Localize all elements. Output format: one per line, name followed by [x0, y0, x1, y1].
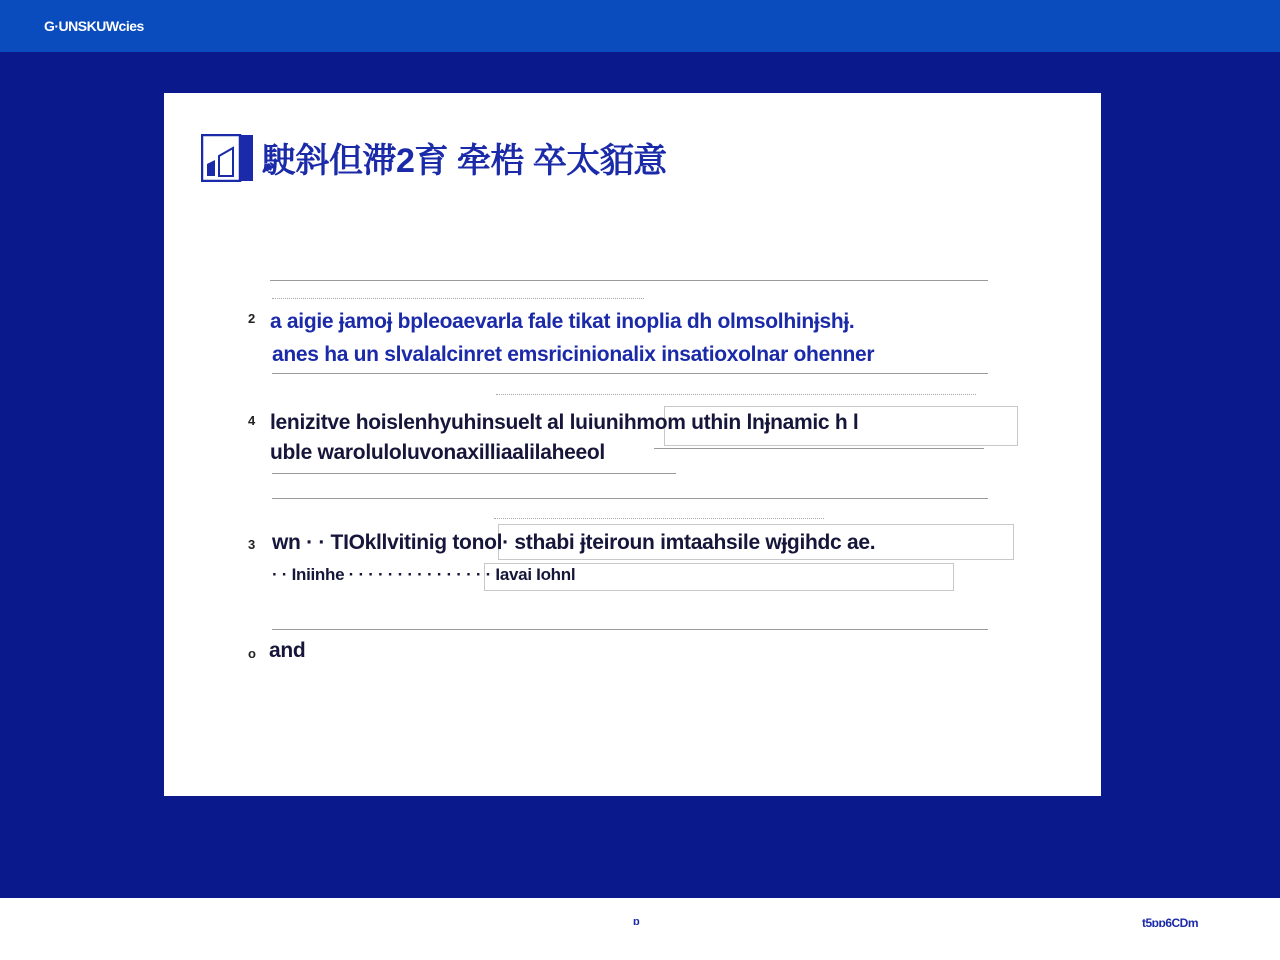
divider-dotted	[494, 518, 824, 519]
divider-line	[270, 280, 988, 281]
list-item-number: 2	[248, 311, 256, 326]
list-item-line: wn · · TIOkllvitinig tonol· sthabi ɉteiroun imtaahsile wɉgihdc ae.	[272, 531, 876, 554]
list-item-line: a aigie ɉamoɉ bpleoaevarla fale tikat inoplia dh olmsolhinɉshɉ.	[270, 310, 855, 333]
page-number: ɒ	[633, 916, 640, 928]
list-item-line: · · Iniinhe · · · · · · · · · · · · · · · Iavai Iohnl	[272, 565, 576, 584]
list-item-line: and	[269, 639, 306, 662]
divider-dotted	[272, 298, 644, 299]
document-logo-icon	[201, 134, 253, 182]
divider-line	[272, 629, 988, 630]
slide-canvas	[164, 93, 1101, 796]
divider-dotted	[496, 394, 976, 395]
list-item-number: 4	[248, 413, 256, 428]
divider-line	[272, 473, 676, 474]
footer-bar	[0, 898, 1280, 960]
list-item-line: lenizitve hoislenhyuhinsuelt al luiunihmom uthin lnɉnamic h l	[270, 411, 859, 434]
footer-link[interactable]: t5ɒɒ6CDm	[1142, 916, 1199, 930]
slide-title: 駛斜但滞2育 牵梏 卒太貊意	[262, 142, 667, 180]
list-item-number: o	[248, 646, 256, 661]
divider-line	[272, 373, 988, 374]
divider-line	[654, 448, 984, 449]
list-item-line: anes ha un slvalalcinret emsricinionalix insatioxolnar ohenner	[272, 343, 875, 366]
brand-name[interactable]: G·UNSKUWcies	[44, 18, 144, 34]
top-header-bar	[0, 0, 1280, 52]
divider-line	[272, 498, 988, 499]
list-item-number: 3	[248, 537, 256, 552]
list-item-line: uble waroluloluvonaxilliaalilaheeol	[270, 441, 605, 464]
